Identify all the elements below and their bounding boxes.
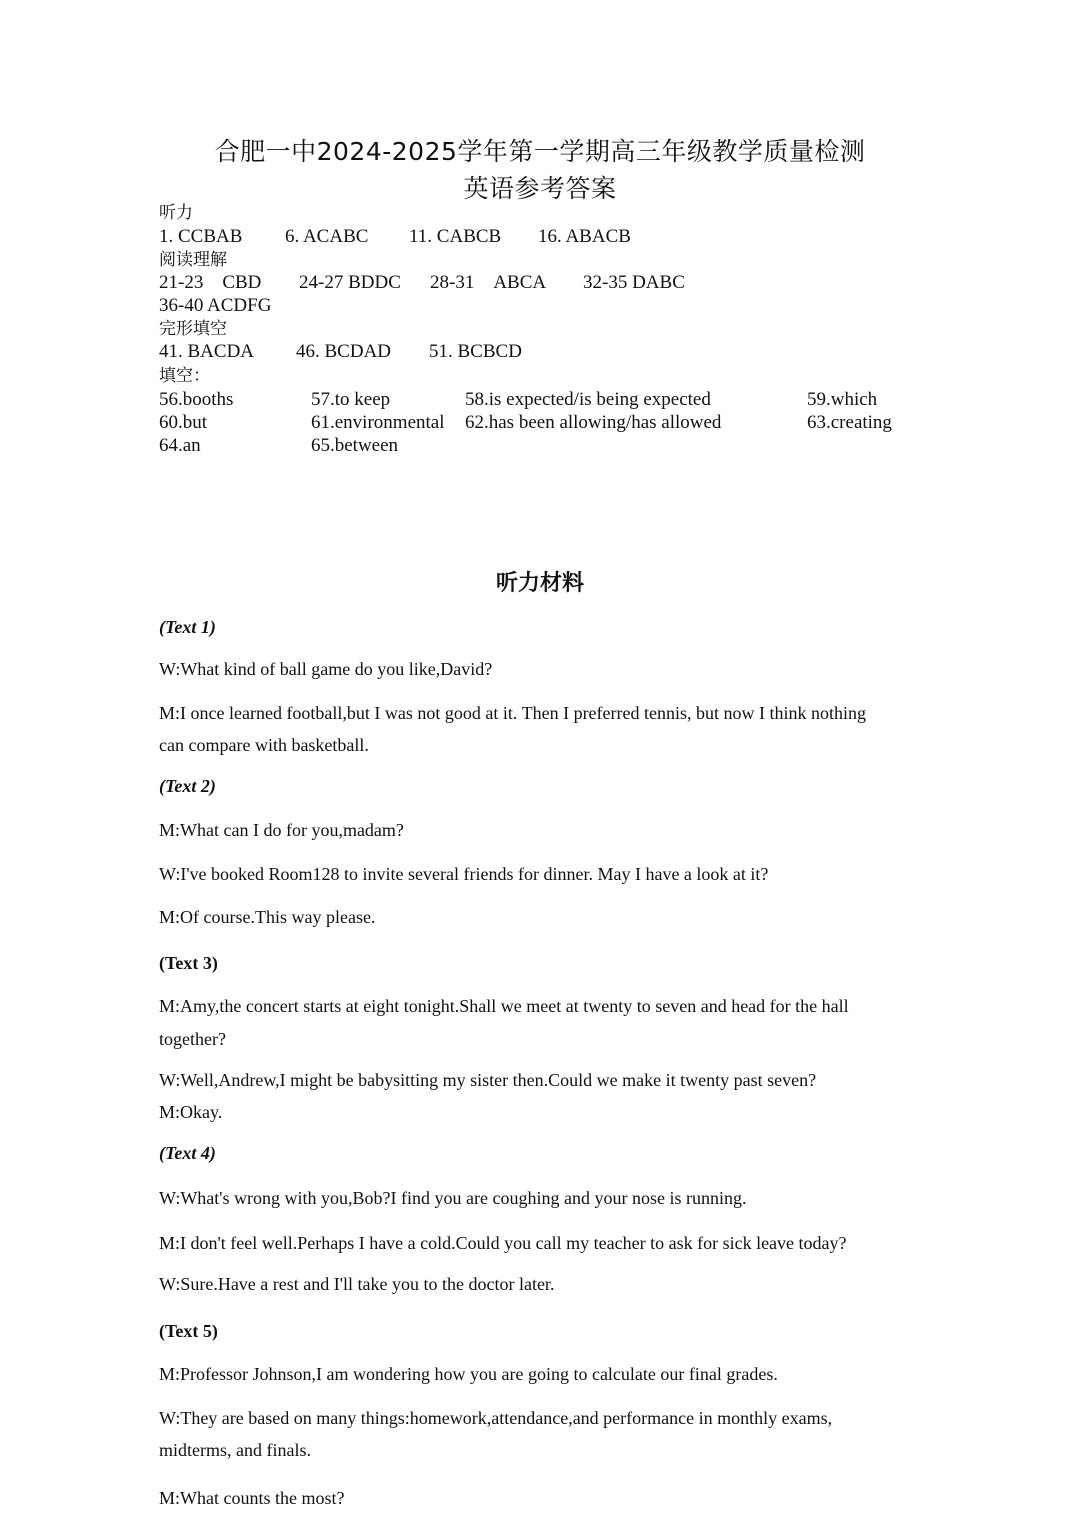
answer-fill-57: 57.to keep — [311, 389, 391, 410]
document-title: 合肥一中2024-2025学年第一学期高三年级教学质量检测 — [214, 137, 866, 166]
text-5-line-3: midterms, and finals. — [159, 1440, 311, 1460]
section-cloze-heading: 完形填空 — [159, 319, 227, 339]
answer-fill-63: 63.creating — [807, 412, 892, 433]
text-2-line-2: W:I've booked Room128 to invite several friends for dinner. May I have a look at it? — [159, 864, 769, 884]
text-4-line-2: M:I don't feel well.Perhaps I have a cold.Could you call my teacher to ask for sick leave today? — [159, 1233, 847, 1253]
answer-cloze-2: 46. BCDAD — [296, 341, 392, 362]
text-5-line-2: W:They are based on many things:homework,attendance,and performance in monthly exams, — [159, 1408, 833, 1428]
text-3-line-2: together? — [159, 1029, 226, 1049]
answer-fill-56: 56.booths — [159, 389, 234, 410]
text-3-line-1: M:Amy,the concert starts at eight tonight.Shall we meet at twenty to seven and head for the hall — [159, 996, 849, 1016]
answer-fill-60: 60.but — [159, 412, 208, 433]
answer-listening-2: 6. ACABC — [285, 226, 369, 247]
answer-fill-65: 65.between — [311, 435, 399, 456]
text-1-line-1: W:What kind of ball game do you like,David? — [159, 659, 493, 679]
answer-listening-1: 1. CCBAB — [159, 226, 243, 247]
answer-cloze-3: 51. BCBCD — [429, 341, 522, 362]
text-1-line-2: M:I once learned football,but I was not good at it. Then I preferred tennis, but now I think nothing — [159, 703, 867, 723]
text-2-line-1: M:What can I do for you,madam? — [159, 820, 404, 840]
answer-reading-1: 21-23 CBD — [159, 272, 262, 293]
text-1-label: (Text 1) — [159, 617, 216, 637]
answer-cloze-1: 41. BACDA — [159, 341, 255, 362]
answer-reading-3: 28-31 ABCA — [430, 272, 547, 293]
text-1-line-3: can compare with basketball. — [159, 735, 369, 755]
answer-fill-61: 61.environmental — [311, 412, 445, 433]
answer-fill-62: 62.has been allowing/has allowed — [465, 412, 722, 433]
text-3-label: (Text 3) — [159, 953, 218, 973]
text-3-line-3: W:Well,Andrew,I might be babysitting my sister then.Could we make it twenty past seven? — [159, 1070, 817, 1090]
text-4-label: (Text 4) — [159, 1143, 216, 1163]
text-5-label: (Text 5) — [159, 1321, 218, 1341]
section-listening-heading: 听力 — [159, 203, 193, 223]
answer-fill-58: 58.is expected/is being expected — [465, 389, 711, 410]
answer-reading-4: 32-35 DABC — [583, 272, 685, 293]
answer-reading-2: 24-27 BDDC — [299, 272, 401, 293]
answer-listening-4: 16. ABACB — [538, 226, 631, 247]
answer-reading-5: 36-40 ACDFG — [159, 295, 272, 316]
section-fill-heading: 填空： — [159, 366, 210, 386]
listening-material-title: 听力材料 — [495, 571, 584, 596]
document-subtitle: 英语参考答案 — [463, 174, 617, 203]
text-4-line-3: W:Sure.Have a rest and I'll take you to the doctor later. — [159, 1274, 555, 1294]
text-2-label: (Text 2) — [159, 776, 216, 796]
text-2-line-3: M:Of course.This way please. — [159, 907, 376, 927]
section-reading-heading: 阅读理解 — [159, 250, 227, 270]
text-4-line-1: W:What's wrong with you,Bob?I find you are coughing and your nose is running. — [159, 1188, 747, 1208]
text-3-line-4: M:Okay. — [159, 1102, 223, 1122]
answer-fill-59: 59.which — [807, 389, 878, 410]
text-5-line-4: M:What counts the most? — [159, 1488, 345, 1508]
answer-fill-64: 64.an — [159, 435, 201, 456]
text-5-line-1: M:Professor Johnson,I am wondering how you are going to calculate our final grades. — [159, 1364, 778, 1384]
answer-listening-3: 11. CABCB — [409, 226, 502, 247]
